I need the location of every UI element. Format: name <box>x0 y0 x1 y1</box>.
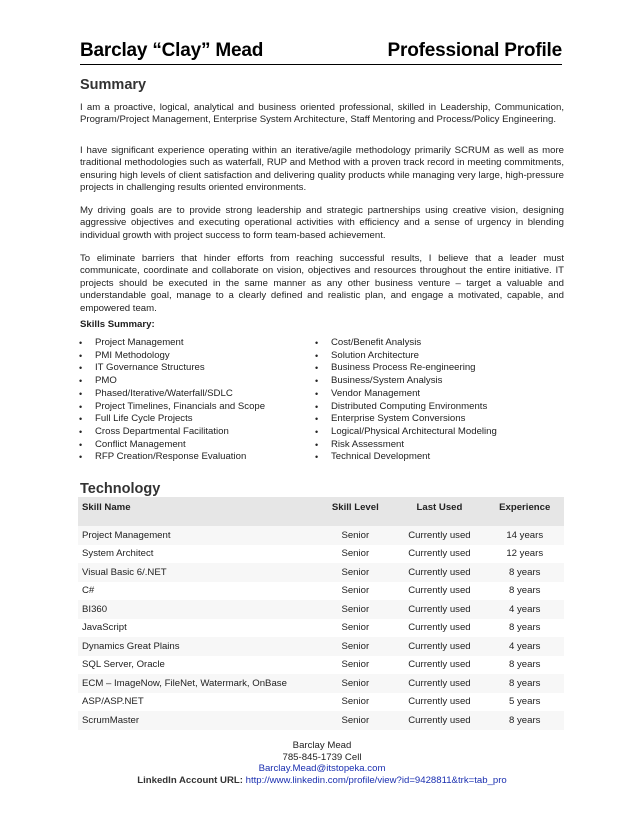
table-row <box>78 693 564 712</box>
skill-level-cell: Senior <box>341 696 370 708</box>
column-header-experience: Experience <box>499 502 551 513</box>
skill-level-cell: Senior <box>341 529 370 541</box>
footer-linkedin-line <box>80 775 564 787</box>
skills-list-left <box>79 337 265 464</box>
skill-label: Conflict Management <box>95 438 186 450</box>
table-row <box>78 619 564 638</box>
table-row <box>78 711 564 730</box>
skill-item <box>315 362 497 375</box>
skill-item <box>315 401 497 414</box>
skill-name-cell: ScrumMaster <box>82 714 140 726</box>
bullet-icon: • <box>315 350 319 361</box>
skills-list-right <box>315 337 497 464</box>
last-used-cell: Currently used <box>408 640 471 652</box>
skill-level-cell: Senior <box>341 548 370 560</box>
bullet-icon: • <box>79 439 83 450</box>
skill-item <box>315 413 497 426</box>
skill-name-cell: BI360 <box>82 603 108 615</box>
experience-cell: 8 years <box>509 585 541 597</box>
skill-item <box>315 337 497 350</box>
skill-label: Solution Architecture <box>331 349 419 361</box>
skill-level-cell: Senior <box>341 640 370 652</box>
skill-level-cell: Senior <box>341 659 370 671</box>
skill-item <box>315 426 497 439</box>
summary-paragraph-4: To eliminate barriers that hinder efforts from reaching successful results, I believe that a leader must communicate, coordinate and collaborate on vision, objectives and resources throughout the entire initiative. IT projects should be executed in the same manner as any other business venture – target a valuable and understandable goal, manage to a clearly defined and realistic plan, and engage a motivated, capable, and empowered team. <box>80 253 564 314</box>
experience-cell: 8 years <box>509 714 541 726</box>
footer-email-link[interactable]: Barclay.Mead@itstopeka.com <box>258 763 386 775</box>
skill-label: RFP Creation/Response Evaluation <box>95 451 247 463</box>
skill-item <box>79 388 265 401</box>
skill-label: Logical/Physical Architectural Modeling <box>331 425 497 437</box>
contact-footer <box>80 740 564 786</box>
table-row <box>78 656 564 675</box>
skill-label: IT Governance Structures <box>95 362 205 374</box>
footer-phone: 785-845-1739 Cell <box>282 751 362 763</box>
bullet-icon: • <box>315 401 319 412</box>
bullet-icon: • <box>315 426 319 437</box>
bullet-icon: • <box>79 414 83 425</box>
experience-cell: 8 years <box>509 622 541 634</box>
experience-cell: 8 years <box>509 677 541 689</box>
experience-cell: 12 years <box>506 548 544 560</box>
page-header <box>80 40 562 65</box>
last-used-cell: Currently used <box>408 714 471 726</box>
linkedin-url-link[interactable]: http://www.linkedin.com/profile/view?id=9428811&trk=tab_pro <box>245 774 507 786</box>
bullet-icon: • <box>315 439 319 450</box>
skill-label: Full Life Cycle Projects <box>95 413 193 425</box>
skill-name-cell: System Architect <box>82 548 154 560</box>
skill-item <box>315 388 497 401</box>
column-header-skill-name: Skill Name <box>82 502 131 513</box>
skill-label: PMO <box>95 375 117 387</box>
bullet-icon: • <box>79 388 83 399</box>
skill-label: Project Timelines, Financials and Scope <box>95 400 266 412</box>
skill-item <box>315 350 497 363</box>
skill-item <box>315 375 497 388</box>
bullet-icon: • <box>315 376 319 387</box>
skill-label: Business/System Analysis <box>331 375 443 387</box>
skill-item <box>79 451 265 464</box>
skill-name-cell: Project Management <box>82 529 171 541</box>
bullet-icon: • <box>79 376 83 387</box>
skill-label: Cost/Benefit Analysis <box>331 337 422 348</box>
experience-cell: 4 years <box>509 603 541 615</box>
bullet-icon: • <box>79 401 83 412</box>
skill-item <box>315 439 497 452</box>
skill-item <box>79 375 265 388</box>
skill-item <box>79 426 265 439</box>
skill-label: Project Management <box>95 337 184 348</box>
last-used-cell: Currently used <box>408 622 471 634</box>
table-row <box>78 526 564 545</box>
skill-level-cell: Senior <box>341 603 370 615</box>
linkedin-label: LinkedIn Account URL: <box>137 774 243 786</box>
bullet-icon: • <box>315 338 319 348</box>
table-row <box>78 545 564 564</box>
column-header-skill-level: Skill Level <box>331 502 379 513</box>
skill-level-cell: Senior <box>341 714 370 726</box>
skill-level-cell: Senior <box>341 585 370 597</box>
skill-item <box>315 451 497 464</box>
last-used-cell: Currently used <box>408 585 471 597</box>
bullet-icon: • <box>315 363 319 374</box>
skill-item <box>79 413 265 426</box>
bullet-icon: • <box>79 338 83 348</box>
skill-label: Business Process Re-engineering <box>331 362 476 374</box>
skill-label: Distributed Computing Environments <box>331 400 488 412</box>
skill-name-cell: ASP/ASP.NET <box>82 696 144 708</box>
experience-cell: 8 years <box>509 566 541 578</box>
table-row <box>78 674 564 693</box>
bullet-icon: • <box>79 350 83 361</box>
skill-name-cell: Visual Basic 6/.NET <box>82 566 167 578</box>
summary-paragraph-1: I am a proactive, logical, analytical and business oriented professional, skilled in Leadership, Communication, Program/Project Management, Enterprise System Architecture, Staff Mentoring and Process/Policy Engineering. <box>80 102 564 126</box>
bullet-icon: • <box>79 363 83 374</box>
bullet-icon: • <box>315 388 319 399</box>
technology-table <box>78 497 564 730</box>
bullet-icon: • <box>79 426 83 437</box>
bullet-icon: • <box>315 452 319 463</box>
technology-table-body <box>78 526 564 730</box>
bullet-icon: • <box>79 452 83 463</box>
experience-cell: 5 years <box>509 696 541 708</box>
last-used-cell: Currently used <box>408 603 471 615</box>
skill-label: Enterprise System Conversions <box>331 413 466 425</box>
skill-label: Phased/Iterative/Waterfall/SDLC <box>95 387 233 399</box>
summary-paragraph-2: I have significant experience operating within an iterative/agile methodology primarily SCRUM as well as more traditional methodologies such as waterfall, RUP and Method with a proven track record in meeting commitments, ensuring high levels of client satisfaction and delivering quality products while managing very large, high-pressure projects in challenging results oriented environments. <box>80 145 564 194</box>
experience-cell: 14 years <box>506 529 544 541</box>
skill-label: Vendor Management <box>331 387 421 399</box>
skill-label: Technical Development <box>331 451 431 463</box>
table-row <box>78 582 564 601</box>
experience-cell: 8 years <box>509 659 541 671</box>
last-used-cell: Currently used <box>408 677 471 689</box>
last-used-cell: Currently used <box>408 566 471 578</box>
skill-item <box>79 362 265 375</box>
skill-label: Cross Departmental Facilitation <box>95 425 229 437</box>
bullet-icon: • <box>315 414 319 425</box>
table-header-row <box>78 497 564 526</box>
skill-level-cell: Senior <box>341 677 370 689</box>
skill-item <box>79 350 265 363</box>
skill-item <box>79 401 265 414</box>
skill-name-cell: Dynamics Great Plains <box>82 640 180 652</box>
experience-cell: 4 years <box>509 640 541 652</box>
table-row <box>78 637 564 656</box>
skill-level-cell: Senior <box>341 566 370 578</box>
table-row <box>78 563 564 582</box>
summary-paragraph-3: My driving goals are to provide strong leadership and strategic partnerships using creative vision, designing aggressive objectives and executing operational activities with efficiency and a sense of urgency in blending individual growth with project success to form team-based achievement. <box>80 205 564 241</box>
skill-label: Risk Assessment <box>331 438 405 450</box>
skill-name-cell: C# <box>82 585 95 597</box>
person-name: Barclay “Clay” Mead <box>80 40 264 61</box>
summary-heading: Summary <box>80 77 147 93</box>
skill-name-cell: SQL Server, Oracle <box>82 659 165 671</box>
document-title: Professional Profile <box>387 40 562 61</box>
skill-name-cell: ECM – ImageNow, FileNet, Watermark, OnBase <box>82 677 287 689</box>
skills-summary-title: Skills Summary: <box>80 319 155 330</box>
last-used-cell: Currently used <box>408 548 471 560</box>
technology-heading: Technology <box>80 481 161 497</box>
last-used-cell: Currently used <box>408 659 471 671</box>
last-used-cell: Currently used <box>408 696 471 708</box>
skill-level-cell: Senior <box>341 622 370 634</box>
skill-name-cell: JavaScript <box>82 622 127 634</box>
footer-name: Barclay Mead <box>292 740 352 751</box>
skill-item <box>79 439 265 452</box>
column-header-last-used: Last Used <box>416 502 463 513</box>
skill-label: PMI Methodology <box>95 349 170 361</box>
last-used-cell: Currently used <box>408 529 471 541</box>
skill-item <box>79 337 265 350</box>
table-row <box>78 600 564 619</box>
